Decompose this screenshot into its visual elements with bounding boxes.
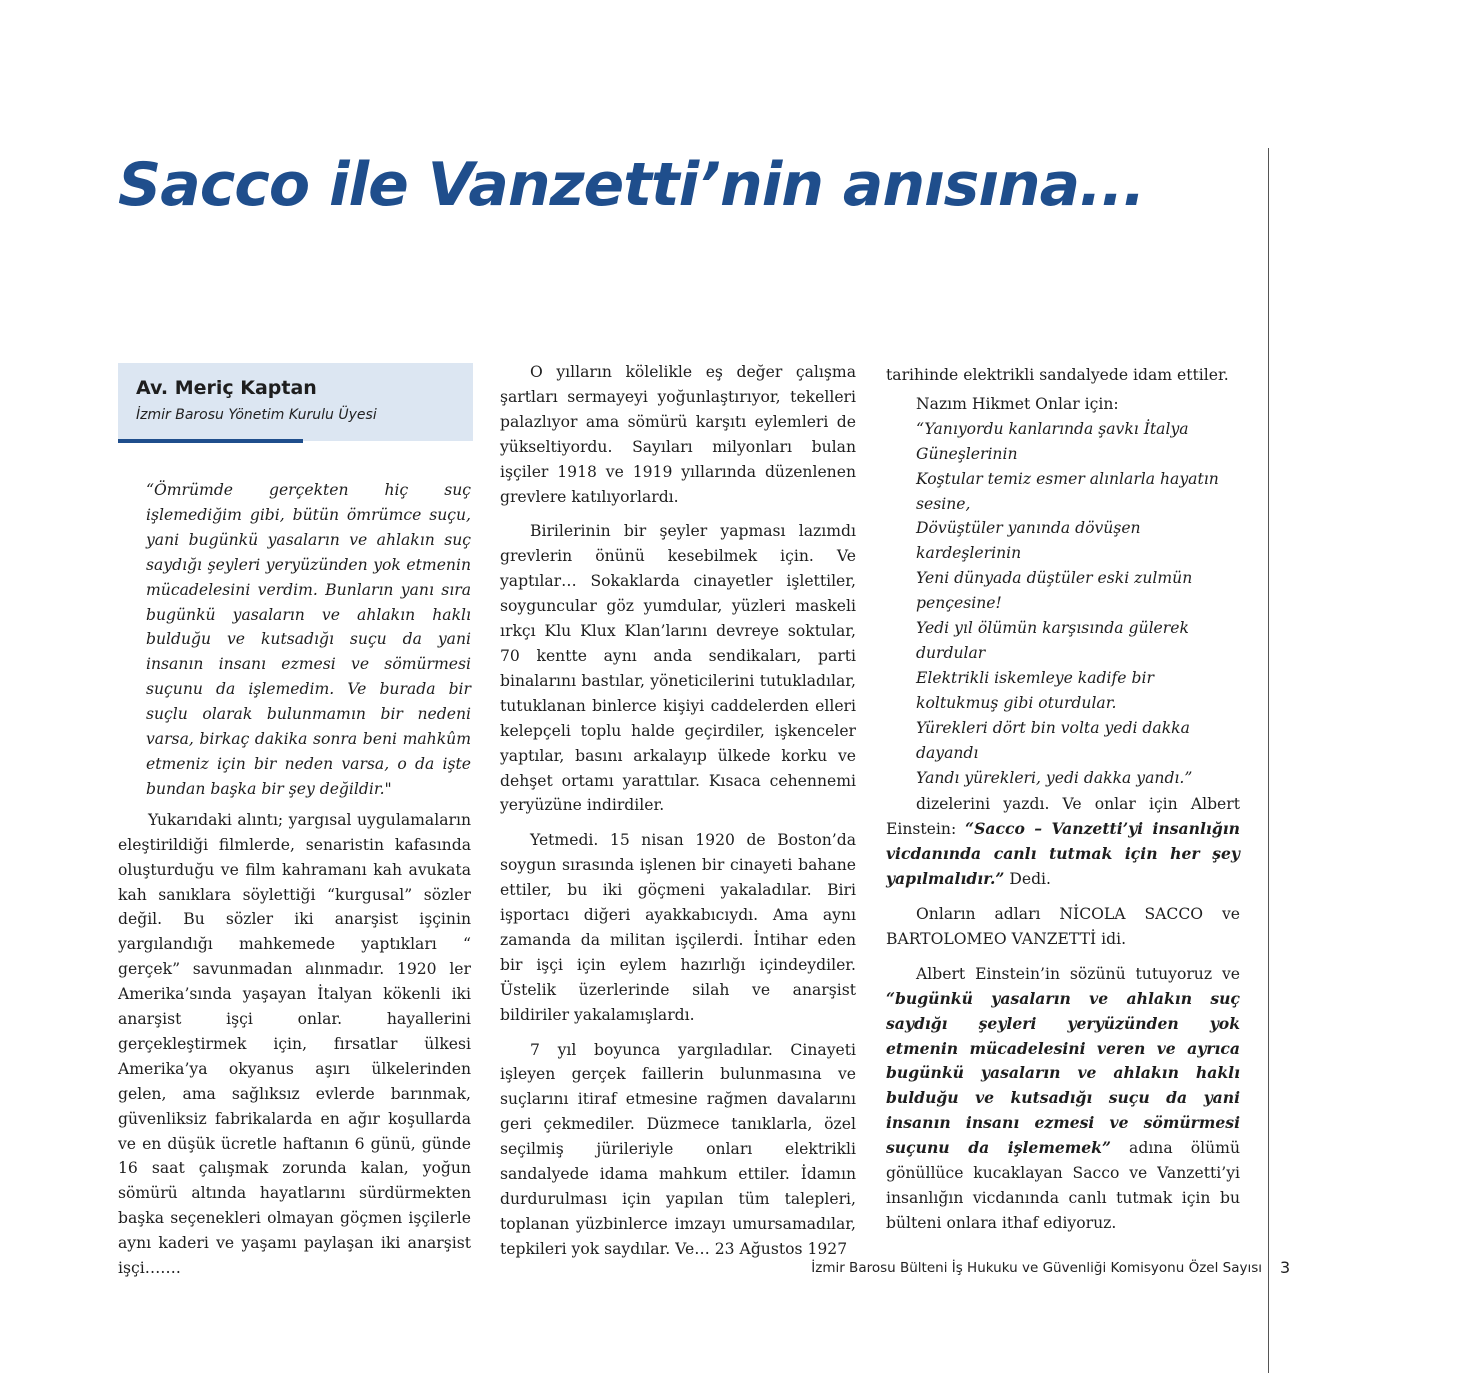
column-3 — [886, 363, 1240, 1246]
footer-text: İzmir Barosu Bülteni İş Hukuku ve Güvenliği Komisyonu Özel Sayısı — [811, 1260, 1262, 1276]
poem — [886, 392, 1240, 791]
paragraph — [886, 792, 1240, 892]
text-run: Albert Einstein’in sözünü tutuyoruz ve — [916, 964, 1240, 983]
paragraph: O yılların kölelikle eş değer çalışma şartları sermayeyi yoğunlaştırıyor, tekelleri palazlıyor ama sömürü karşıtı eylemleri de yükseltiyordu. Sayıları milyonları bulan işçiler 1918 ve 1919 yıllarında düzenlenen grevlere katılıyorlardı. — [500, 363, 856, 506]
paragraph: tarihinde elektrikli sandalyede idam ettiler. — [886, 366, 1229, 384]
text-run: dizelerini yazdı. Ve onlar için Albert Einstein: — [886, 795, 1240, 839]
author-name: Av. Meriç Kaptan — [136, 377, 317, 399]
paragraph: Yetmedi. 15 nisan 1920 de Boston’da soygun sırasında işlenen bir cinayeti bahane ettiler, bu iki göçmeni yakaladılar. Biri işportacı diğeri ayakkabıcıydı. Ama aynı zamanda da militan işçilerdi. İntihar eden bir işçi için eylem hazırlığı içindeydiler. Üstelik üzerlerinde silah ve anarşist bildiriler yakalamışlardı. — [500, 831, 856, 1024]
poem-intro: Nazım Hikmet Onlar için: — [916, 394, 1119, 413]
paragraph: Yukarıdaki alıntı; yargısal uygulamaların eleştirildiği filmlerde, senaristin kafasında oluşturduğu ve film kahramanı kah avukata kah sanıklara söylettiği “kurgusal” sözler değil. Bu sözler iki anarşist işçinin yargılandığı mahkemede yaptıkları “ gerçek” savunmadan alınmadır. 1920 ler Amerika’sında yaşayan İtalyan kökenli iki anarşist işçi onlar. hayallerini gerçekleştirmek için, fırsatlar ülkesi Amerika’ya okyanus aşırı ülkelerinden gelen, ama sağlıksız evlerde barınmak, güvenliksiz fabrikalarda en ağır koşullarda ve en düşük ücretle haftanın 6 günü, günde 16 saat çalışmak zorunda kalan, yoğun sömürü altında hayatlarını sürdürmekten başka seçenekleri olmayan göçmen işçilerle aynı kaderi ve yaşamı paylaşan iki anarşist işçi……. — [118, 810, 471, 1278]
poem-line: Yeni dünyada düştüler eski zulmün — [916, 569, 1193, 588]
text-run: Dedi. — [1004, 870, 1052, 889]
poem-line: “Yanıyordu kanlarında şavkı İtalya — [916, 419, 1189, 438]
author-box — [118, 363, 473, 441]
paragraph: Onların adları NİCOLA SACCO ve BARTOLOMEO VANZETTİ idi. — [886, 905, 1240, 948]
paragraph — [886, 962, 1240, 1236]
poem-line: Yedi yıl ölümün karşısında gülerek — [916, 619, 1189, 638]
poem-line: Koştular temiz esmer alınlarla hayatın — [916, 469, 1219, 488]
author-role: İzmir Barosu Yönetim Kurulu Üyesi — [136, 407, 377, 423]
author-underline — [118, 439, 303, 443]
einstein-quote: “Sacco – Vanzetti’yi insanlığın vicdanında canlı tutmak için her şey yapılmalıdır.” — [886, 819, 1241, 889]
paragraph: Birilerinin bir şeyler yapması lazımdı grevlerin önünü kesebilmek için. Ve yaptılar… Sokaklarda cinayetler işlettiler, soyguncular göz yumdular, yüzleri maskeli ırkçı Klu Klux Klan’larını devreye soktular, 70 kentte aynı anda sendikaları, parti binalarını bastılar, yöneticilerini tutukladılar, tutuklanan binlerce kişiyi caddelerden elleri kelepçeli toplu halde geçirdiler, işkenceler yaptılar, basını arkalayıp ülkede korku ve dehşet ortamı yarattılar. Kısaca cehennemi yeryüzüne indirdiler. — [500, 522, 856, 815]
poem-line: pençesine! — [916, 594, 1002, 613]
opening-quote: “Ömrümde gerçekten hiç suç işlemediğim gibi, bütün ömrümce suçu, yani bugünkü yasaların ve ahlakın suç saydığı şeyleri yeryüzünden yok etmenin mücadelesini verdim. Bunların yanı sıra bugünkü yasaların ve ahlakın haklı bulduğu ve kutsadığı suçu da yani insanın insanı ezmesi ve sömürmesi suçunu da işlemedim. Ve burada bir suçlu olarak bulunmamın bir nedeni varsa, birkaç dakika sonra beni mahkûm etmeniz için bir neden varsa, o da işte bundan başka bir şey değildir." — [146, 481, 471, 798]
poem-line: Güneşlerinin — [916, 444, 1018, 463]
poem-line: durdular — [916, 643, 986, 662]
poem-line: kardeşlerinin — [916, 544, 1022, 563]
poem-line: dayandı — [916, 743, 979, 762]
column-1 — [118, 478, 471, 1291]
poem-line: Elektrikli iskemleye kadife bir — [916, 668, 1154, 687]
text-run: adına ölümü gönüllüce kucaklayan Sacco ve Vanzetti’yi insanlığın vicdanında canlı tutmak için bu bülteni onlara ithaf ediyoruz. — [886, 1139, 1240, 1232]
paragraph: 7 yıl boyunca yargıladılar. Cinayeti işleyen gerçek faillerin bulunmasına ve suçlarını itiraf etmesine rağmen davalarını geri çekmediler. Düzmece tanıklarla, özel seçilmiş jürileriyle onları elektrikli sandalyede idama mahkum ettiler. İdamın durdurulması için yapılan tüm talepleri, toplanan yüzbinlerce imzayı umursamadılar, tepkileri yok saydılar. Ve… 23 Ağustos 1927 — [500, 1040, 856, 1258]
dedication-quote: “bugünkü yasaların ve ahlakın suç saydığı şeyleri yeryüzünden yok etmenin mücadelesini veren ve ayrıca bugünkü yasaların ve ahlakın haklı bulduğu ve kutsadığı suçu da yani insanın insanı ezmesi ve sömürmesi suçunu da işlememek” — [886, 988, 1240, 1158]
poem-line: Dövüştüler yanında dövüşen — [916, 519, 1141, 538]
vertical-divider — [1268, 148, 1269, 1373]
column-2 — [500, 360, 856, 1272]
poem-line: Yürekleri dört bin volta yedi dakka — [916, 718, 1190, 737]
page-number: 3 — [1280, 1258, 1291, 1277]
poem-line: Yandı yürekleri, yedi dakka yandı.” — [916, 768, 1193, 787]
poem-line: koltukmuş gibi oturdular. — [916, 693, 1117, 712]
page-title: Sacco ile Vanzetti’nin anısına... — [118, 150, 1145, 220]
poem-line: sesine, — [916, 494, 971, 513]
